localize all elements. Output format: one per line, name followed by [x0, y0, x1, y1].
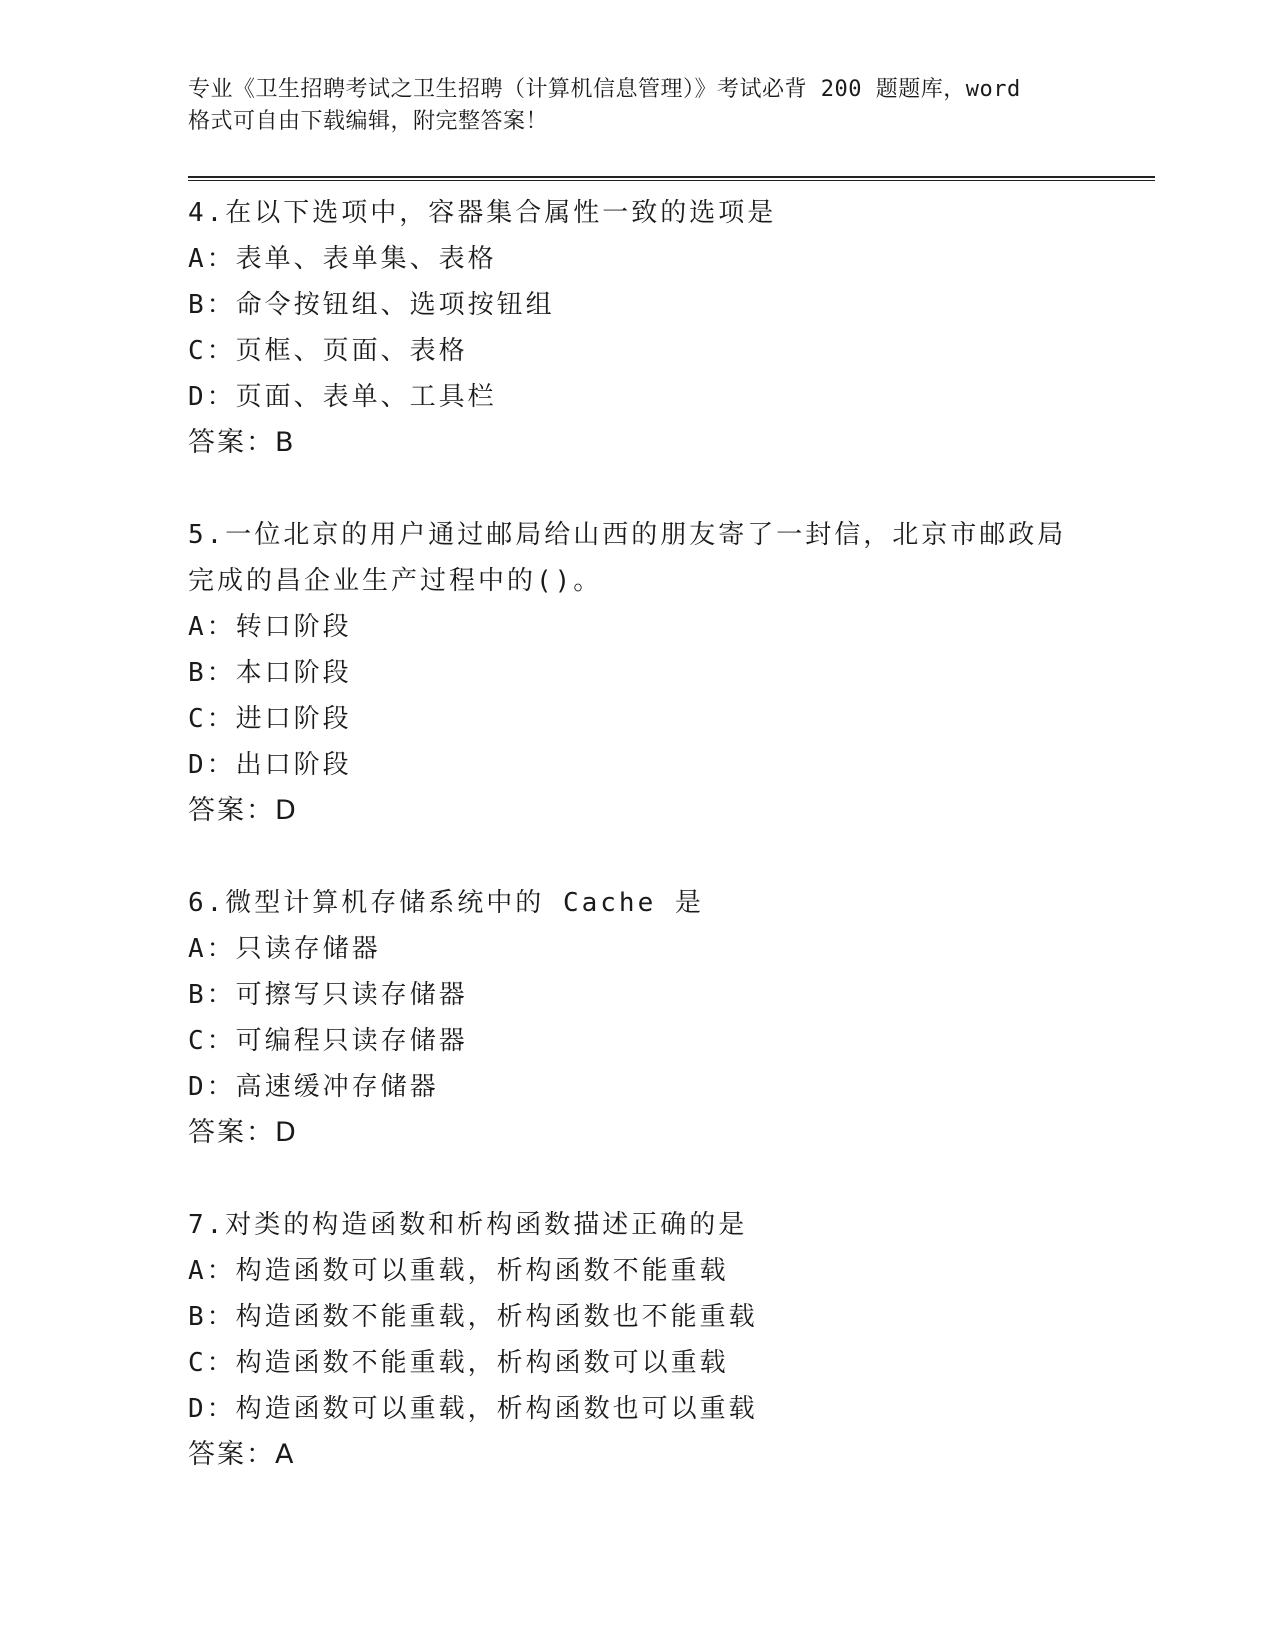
question-text: 7.对类的构造函数和析构函数描述正确的是	[188, 1210, 748, 1240]
question-text: 6.微型计算机存储系统中的 Cache 是	[188, 888, 704, 918]
option-d: D：出口阶段	[188, 750, 352, 780]
option-a: A：转口阶段	[188, 612, 352, 642]
option-b: B：构造函数不能重载，析构函数也不能重载	[188, 1302, 758, 1332]
answer: 答案：A	[188, 1439, 296, 1470]
header-line-1: 专业《卫生招聘考试之卫生招聘（计算机信息管理）》考试必背 200 题题库，word	[188, 77, 1021, 102]
header-divider	[188, 176, 1155, 181]
answer: 答案：D	[188, 795, 298, 826]
question-5	[188, 512, 1088, 834]
option-b: B：本口阶段	[188, 658, 352, 688]
question-6	[188, 880, 1088, 1156]
option-c: C：页框、页面、表格	[188, 336, 468, 366]
option-d: D：高速缓冲存储器	[188, 1072, 439, 1102]
question-4	[188, 190, 1088, 466]
option-b: B：命令按钮组、选项按钮组	[188, 290, 555, 320]
answer: 答案：B	[188, 427, 296, 458]
option-c: C：进口阶段	[188, 704, 352, 734]
document-header	[188, 74, 1088, 138]
answer: 答案：D	[188, 1117, 298, 1148]
question-text: 4.在以下选项中，容器集合属性一致的选项是	[188, 198, 777, 228]
option-a: A：表单、表单集、表格	[188, 244, 497, 274]
option-d: D：构造函数可以重载，析构函数也可以重载	[188, 1394, 758, 1424]
option-d: D：页面、表单、工具栏	[188, 382, 497, 412]
header-line-2: 格式可自由下载编辑，附完整答案！	[188, 109, 549, 134]
option-a: A：只读存储器	[188, 934, 381, 964]
question-7	[188, 1202, 1088, 1478]
option-b: B：可擦写只读存储器	[188, 980, 468, 1010]
question-text-continued: 完成的昌企业生产过程中的()。	[188, 566, 603, 596]
option-c: C：构造函数不能重载，析构函数可以重载	[188, 1348, 729, 1378]
question-text: 5.一位北京的用户通过邮局给山西的朋友寄了一封信，北京市邮政局	[188, 520, 1067, 550]
question-list	[188, 190, 1088, 1524]
option-c: C：可编程只读存储器	[188, 1026, 468, 1056]
option-a: A：构造函数可以重载，析构函数不能重载	[188, 1256, 729, 1286]
